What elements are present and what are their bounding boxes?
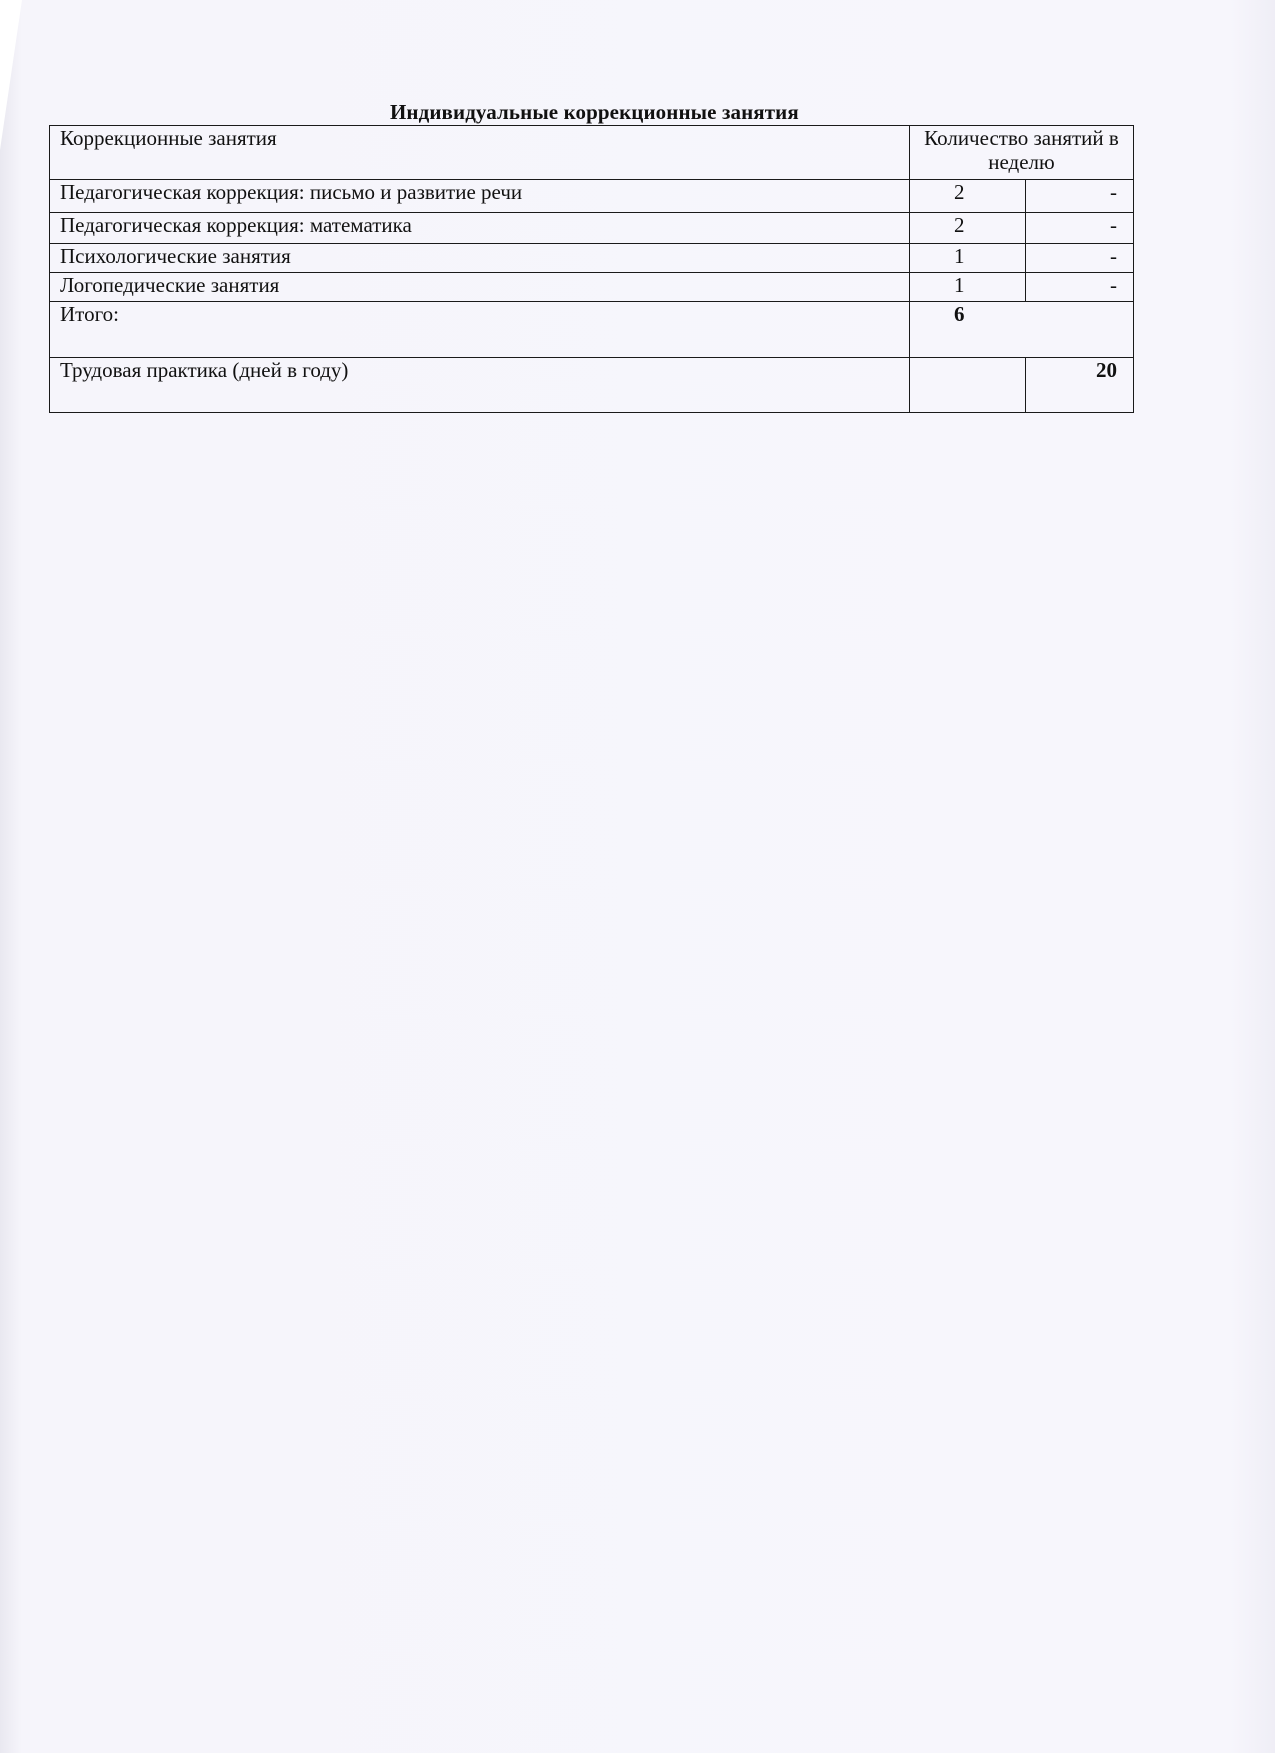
header-name-cell: Коррекционные занятия — [50, 126, 910, 180]
row-name: Педагогическая коррекция: математика — [50, 213, 910, 244]
total-row — [50, 302, 1134, 358]
table-row — [50, 244, 1134, 273]
row-value-a: 1 — [910, 244, 1026, 273]
total-label: Итого: — [50, 302, 910, 358]
row-value-a: 1 — [910, 273, 1026, 302]
row-value-a: 2 — [910, 213, 1026, 244]
practice-label: Трудовая практика (дней в году) — [50, 358, 910, 413]
total-value: 6 — [910, 302, 1134, 358]
row-value-a: 2 — [910, 180, 1026, 213]
practice-row — [50, 358, 1134, 413]
table-header-row — [50, 126, 1134, 180]
row-name: Психологические занятия — [50, 244, 910, 273]
row-value-b: - — [1026, 273, 1134, 302]
practice-value-b: 20 — [1026, 358, 1134, 413]
document-title: Индивидуальные коррекционные занятия — [390, 100, 799, 124]
table-row — [50, 213, 1134, 244]
row-value-b: - — [1026, 180, 1134, 213]
practice-value-a — [910, 358, 1026, 413]
correction-table — [49, 125, 1134, 413]
torn-corner — [0, 0, 22, 150]
table-row — [50, 180, 1134, 213]
row-name: Логопедические занятия — [50, 273, 910, 302]
row-name: Педагогическая коррекция: письмо и развитие речи — [50, 180, 910, 213]
table-row — [50, 273, 1134, 302]
header-count-cell: Количество занятий в неделю — [910, 126, 1134, 180]
row-value-b: - — [1026, 213, 1134, 244]
row-value-b: - — [1026, 244, 1134, 273]
